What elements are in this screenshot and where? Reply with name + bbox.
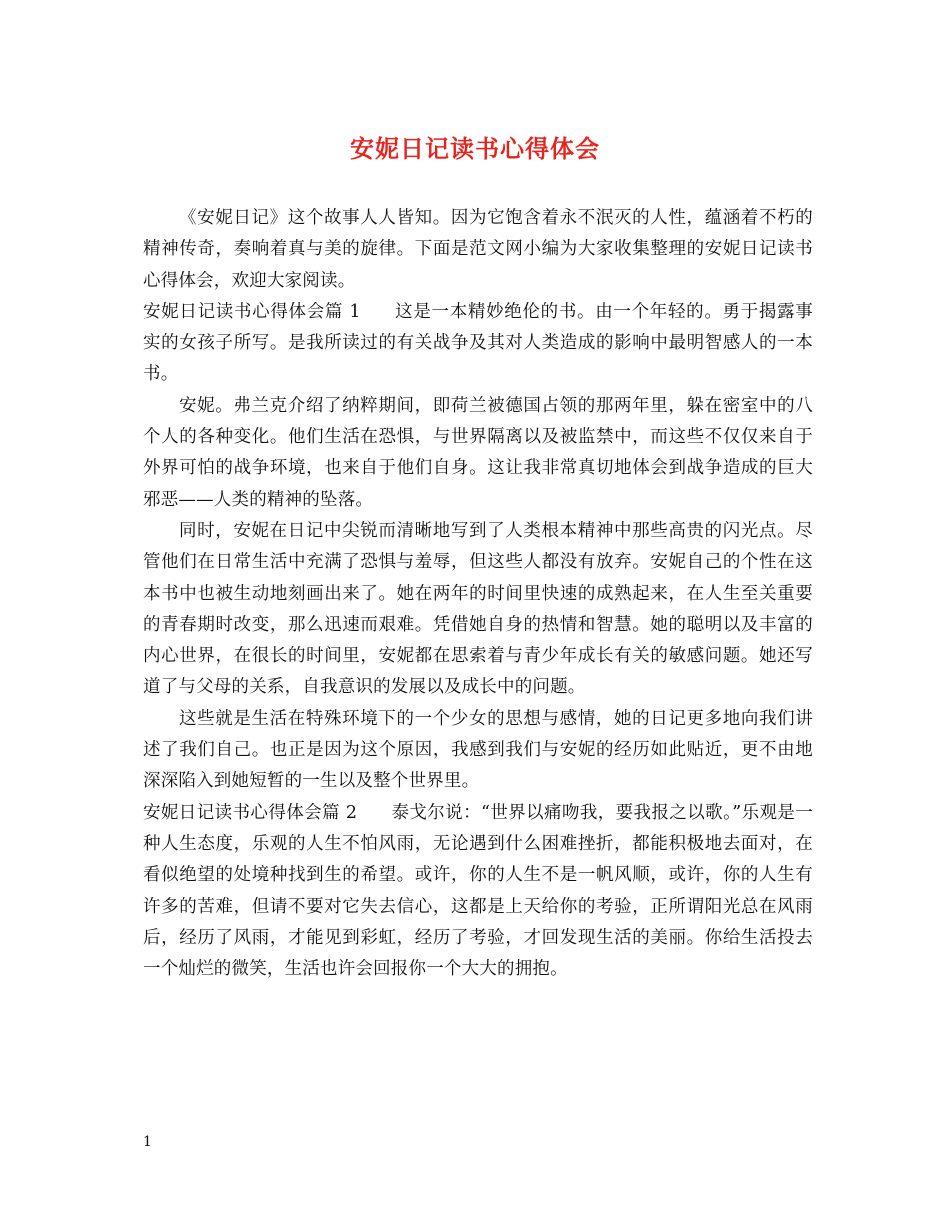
paragraph-intro (143, 203, 813, 297)
paragraph-text: 这是一本精妙绝伦的书。由一个年轻的。勇于揭露事实的女孩子所写。是我所读过的有关战争及其对人类造成的影响中最明智感人的一本书。 (143, 301, 814, 385)
section-heading-1: 安妮日记读书心得体会篇 1 (143, 301, 361, 322)
document-title: 安妮日记读书心得体会 (350, 134, 600, 163)
paragraph-text: 同时，安妮在日记中尖锐而清晰地写到了人类根本精神中那些高贵的闪光点。尽管他们在日常生活中充满了恐惧与羞辱，但这些人都没有放弃。安妮自己的个性在这本书中也被生动地刻画出来了。她在两年的时间里快速的成熟起来，在人生至关重要的青春期时改变，那么迅速而艰难。凭借她自身的热情和智慧。她的聪明以及丰富的内心世界，在很长的时间里，安妮都在思索着与青少年成长有关的敏感问题。她还写道了与父母的关系，自我意识的发展以及成长中的问题。 (143, 520, 813, 698)
paragraph-humanity (143, 516, 813, 704)
document-body (143, 203, 813, 985)
paragraph-section-1 (143, 297, 813, 391)
paragraph-text: 安妮。弗兰克介绍了纳粹期间，即荷兰被德国占领的那两年里，躲在密室中的八个人的各种变化。他们生活在恐惧，与世界隔离以及被监禁中，而这些不仅仅来自于外界可怕的战争环境，也来自于他们自身。这让我非常真切地体会到战争造成的巨大邪恶——人类的精神的坠落。 (143, 395, 813, 510)
paragraph-text: 这些就是生活在特殊环境下的一个少女的思想与感情，她的日记更多地向我们讲述了我们自己。也正是因为这个原因，我感到我们与安妮的经历如此贴近，更不由地深深陷入到她短暂的一生以及整个世界里。 (143, 708, 813, 792)
paragraph-section-2 (143, 798, 813, 986)
paragraph-anne-frank (143, 391, 813, 516)
paragraph-reflection (143, 704, 813, 798)
paragraph-text: 《安妮日记》这个故事人人皆知。因为它饱含着永不泯灭的人性，蕴涵着不朽的精神传奇，奏响着真与美的旋律。下面是范文网小编为大家收集整理的安妮日记读书心得体会，欢迎大家阅读。 (143, 208, 813, 291)
page-number: 1 (143, 1134, 152, 1150)
paragraph-text: 泰戈尔说：“世界以痛吻我，要我报之以歌。”乐观是一种人生态度，乐观的人生不怕风雨，无论遇到什么困难挫折，都能积极地去面对，在看似绝望的处境种找到生的希望。或许，你的人生不是一帆风顺，或许，你的人生有许多的苦难，但请不要对它失去信心，这都是上天给你的考验，正所谓阳光总在风雨后，经历了风雨，才能见到彩虹，经历了考验，才回发现生活的美丽。你给生活投去一个灿烂的微笑，生活也许会回报你一个大大的拥抱。 (143, 802, 813, 980)
section-heading-2: 安妮日记读书心得体会篇 2 (143, 802, 358, 823)
